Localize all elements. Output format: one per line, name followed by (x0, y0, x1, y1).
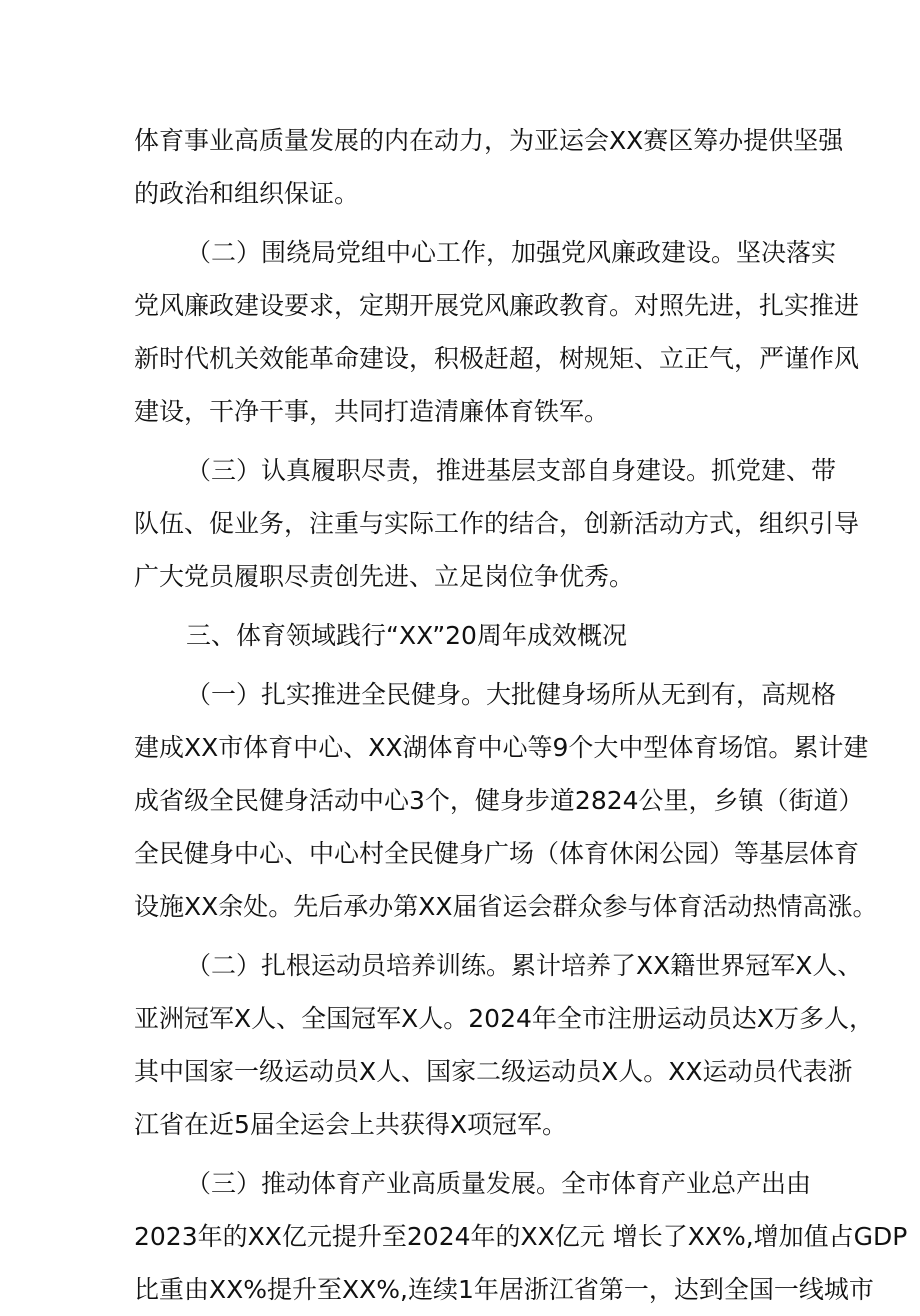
text-line: 江省在近5届全运会上共获得X项冠军。 (134, 1110, 568, 1139)
text-line: 广大党员履职尽责创先进、立足岗位争优秀。 (134, 562, 635, 591)
text-line: 建设，干净干事，共同打造清廉体育铁军。 (134, 397, 610, 426)
text-line: （三）认真履职尽责，推进基层支部自身建设。抓党建、带 (186, 456, 837, 485)
paragraph (134, 939, 875, 1151)
text-line: 其中国家一级运动员X人、国家二级运动员X人。XX运动员代表浙 (134, 1057, 853, 1086)
text-line: 成省级全民健身活动中心3个，健身步道2824公里，乡镇（街道） (134, 786, 864, 815)
text-line: 党风廉政建设要求，定期开展党风廉政教育。对照先进，扎实推进 (134, 291, 860, 320)
text-line: 体育事业高质量发展的内在动力，为亚运会XX赛区筹办提供坚强 (134, 126, 844, 155)
text-line: 亚洲冠军X人、全国冠军X人。2024年全市注册运动员达X万多人， (134, 1004, 875, 1033)
text-line: 新时代机关效能革命建设，积极赶超，树规矩、立正气，严谨作风 (134, 344, 860, 373)
paragraph (134, 226, 860, 438)
text-line: （一）扎实推进全民健身。大批健身场所从无到有，高规格 (186, 680, 837, 709)
paragraph (134, 609, 794, 662)
text-line: 的政治和组织保证。 (134, 179, 360, 208)
document-body (134, 114, 908, 1316)
text-line: （二）围绕局党组中心工作，加强党风廉政建设。坚决落实 (186, 238, 837, 267)
text-line: 三、体育领域践行“XX”20周年成效概况 (186, 621, 627, 650)
paragraph (134, 668, 878, 933)
text-line: 比重由XX%提升至XX%,连续1年居浙江省第一，达到全国一线城市 (134, 1275, 874, 1304)
text-line: 全民健身中心、中心村全民健身广场（体育休闲公园）等基层体育 (134, 839, 860, 868)
text-line: 建成XX市体育中心、XX湖体育中心等9个大中型体育场馆。累计建 (134, 733, 869, 762)
text-line: （二）扎根运动员培养训练。累计培养了XX籍世界冠军X人、 (186, 951, 863, 980)
paragraph (134, 114, 844, 220)
text-line: 2023年的XX亿元提升至2024年的XX亿元 增长了XX%,增加值占GDP (134, 1222, 908, 1251)
paragraph (134, 1157, 908, 1316)
paragraph (134, 444, 860, 603)
text-line: 设施XX余处。先后承办第XX届省运会群众参与体育活动热情高涨。 (134, 892, 878, 921)
text-line: 队伍、促业务，注重与实际工作的结合，创新活动方式，组织引导 (134, 509, 860, 538)
text-line: （三）推动体育产业高质量发展。全市体育产业总产出由 (186, 1169, 812, 1198)
